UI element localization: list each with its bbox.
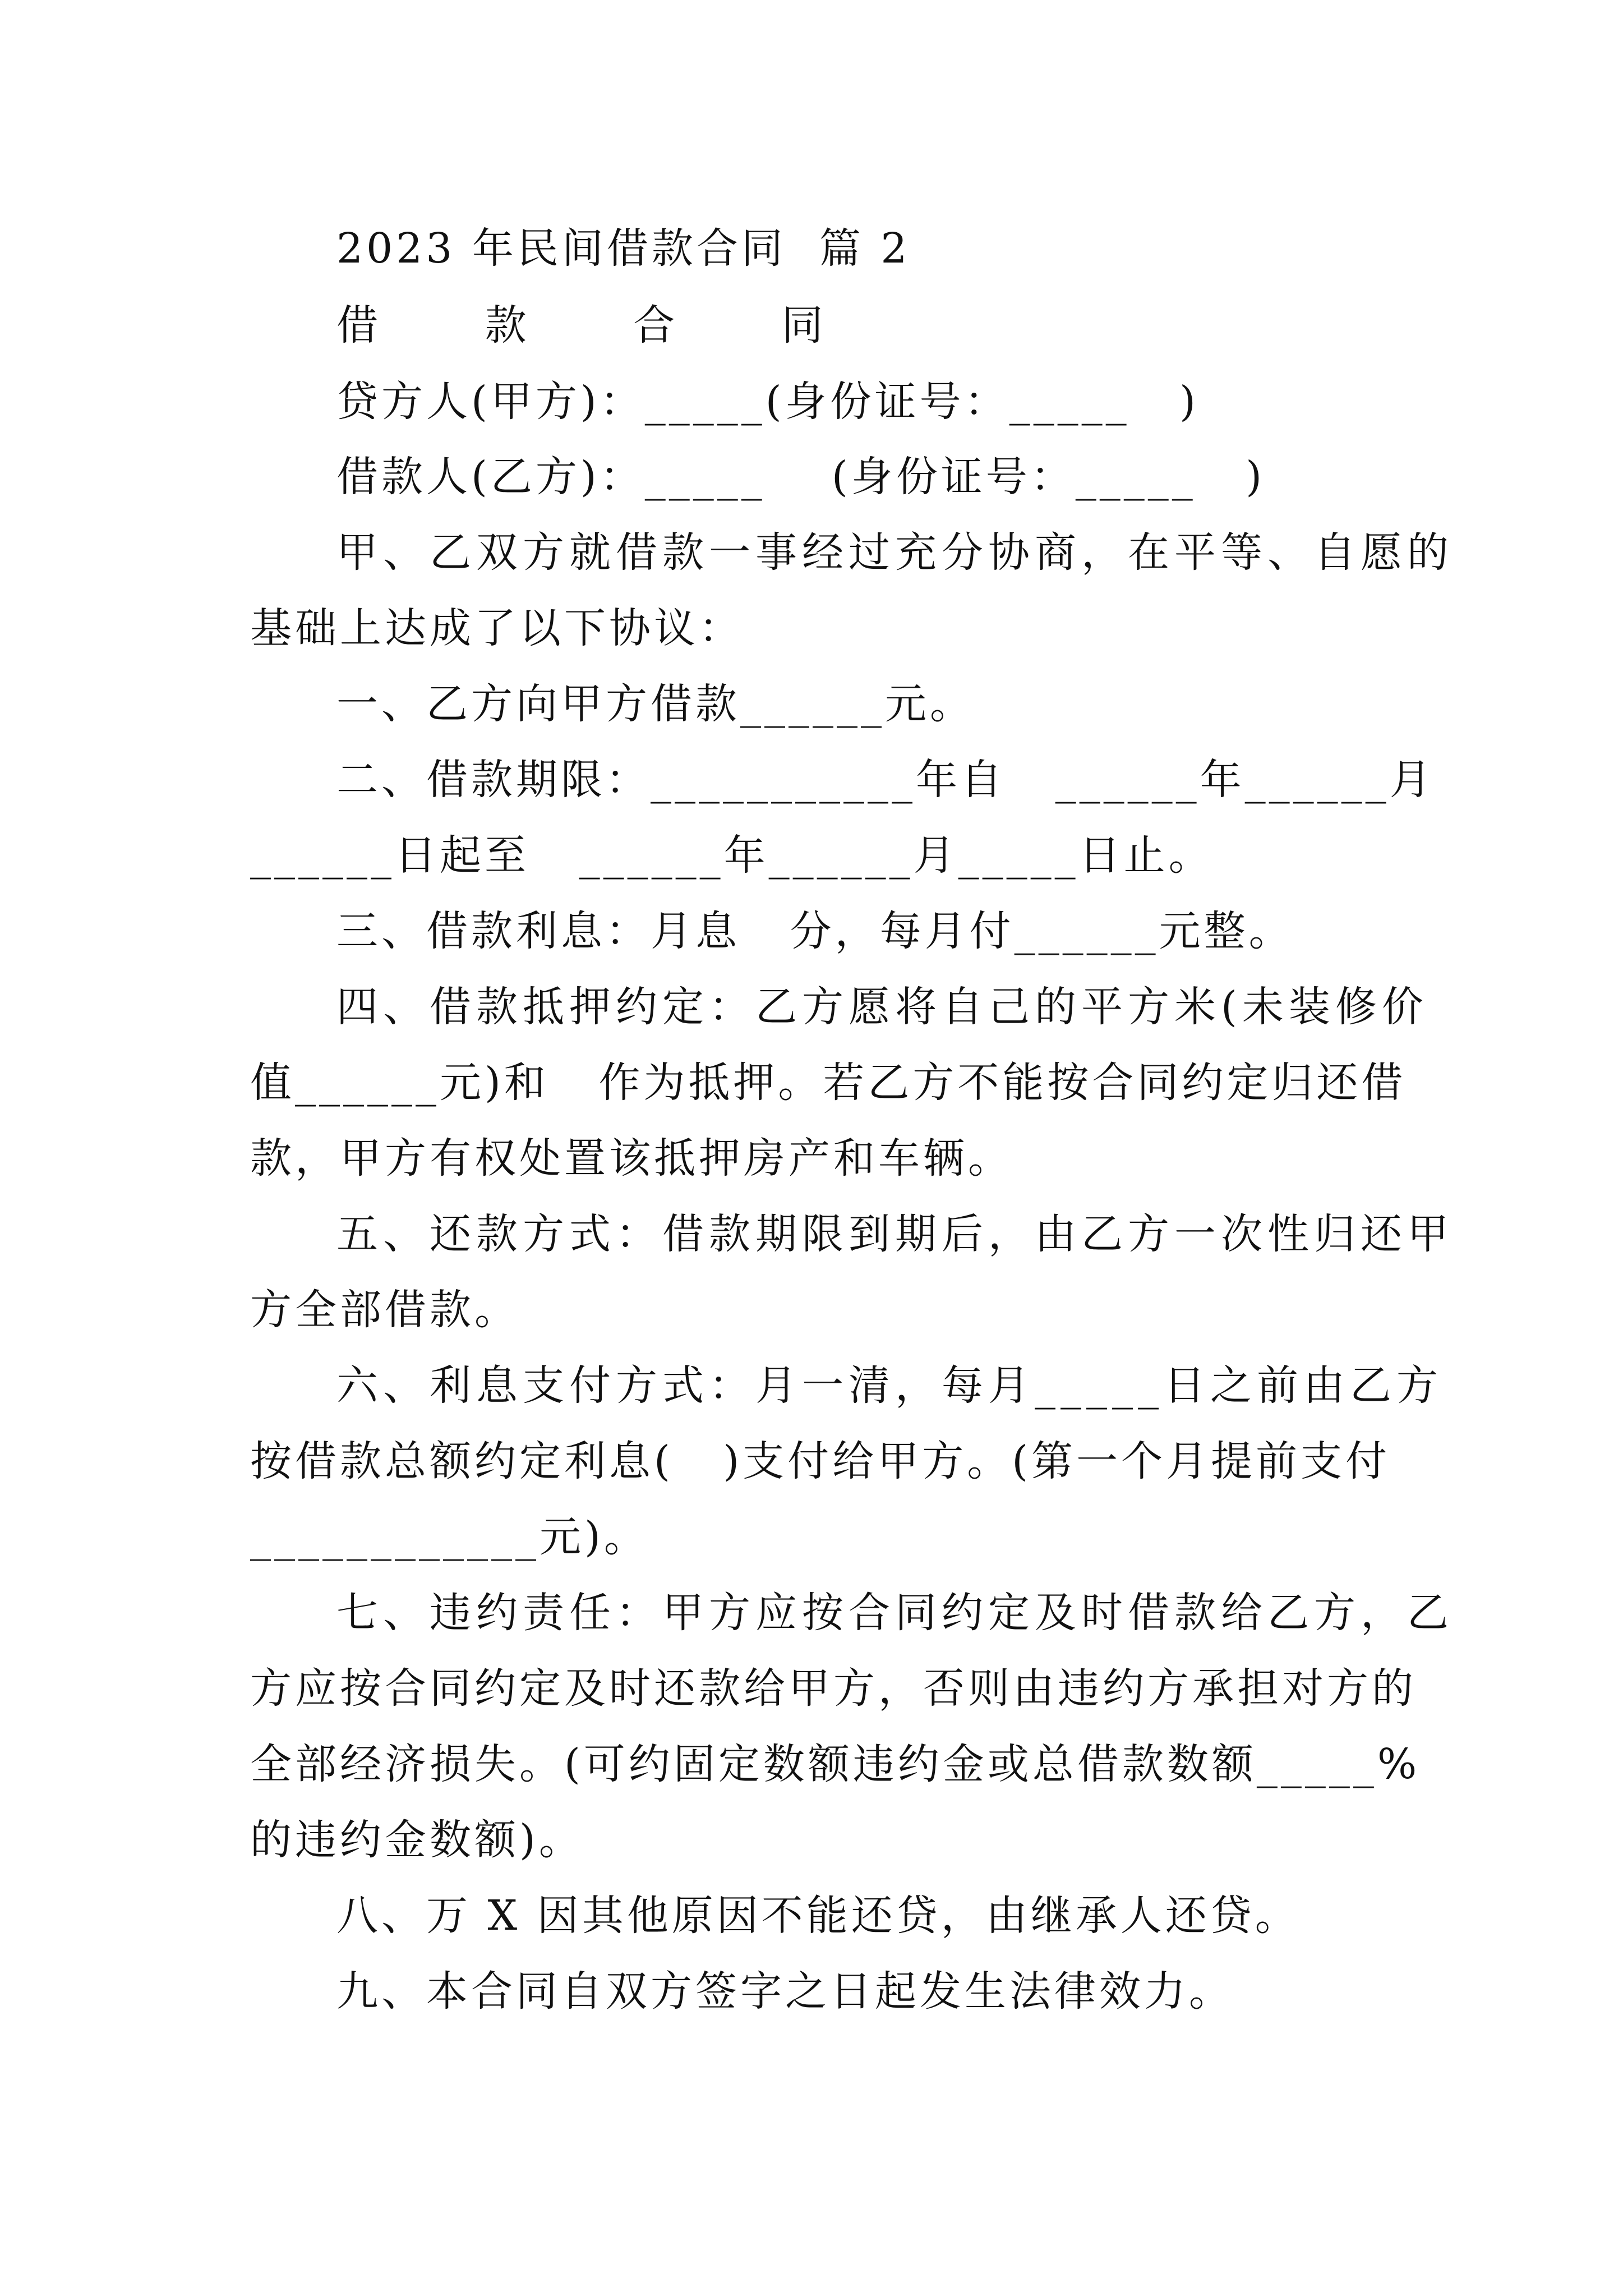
clause-1: 一、乙方向甲方借款______元。 [336, 680, 975, 728]
clause-4-line-3: 款，甲方有权处置该抵押房产和车辆。 [250, 1134, 1013, 1182]
borrower-line: 借款人(乙方)：_____ (身份证号：_____ ) [336, 453, 1266, 501]
clause-4-line-1: 四、借款抵押约定：乙方愿将自己的平方米(未装修价 [336, 983, 1428, 1031]
contract-title: 借 款 合 同 [336, 301, 840, 349]
intro-line-2: 基础上达成了以下协议： [250, 604, 744, 652]
clause-7-line-4: 的违约金数额)。 [250, 1816, 584, 1864]
clause-2-line-1: 二、借款期限：___________年自 ______年______月 [336, 756, 1435, 804]
clause-6-line-3: ____________元)。 [250, 1513, 649, 1561]
clause-5-line-1: 五、还款方式：借款期限到期后，由乙方一次性归还甲 [336, 1210, 1454, 1258]
clause-3: 三、借款利息：月息 分，每月付______元整。 [336, 907, 1294, 955]
clause-5-line-2: 方全部借款。 [250, 1286, 519, 1334]
clause-2-line-2: ______日起至 ______年______月_____日止。 [250, 831, 1214, 880]
clause-7-line-1: 七、违约责任：甲方应按合同约定及时借款给乙方，乙 [336, 1589, 1454, 1637]
intro-line-1: 甲、乙双方就借款一事经过充分协商，在平等、自愿的 [336, 528, 1454, 577]
clause-8: 八、万 X 因其他原因不能还贷，由继承人还贷。 [336, 1892, 1300, 1940]
document-heading: 2023 年民间借款合同 篇 2 [336, 224, 911, 273]
lender-line: 贷方人(甲方)：_____(身份证号：_____ ) [336, 378, 1200, 426]
clause-7-line-2: 方应按合同约定及时还款给甲方，否则由违约方承担对方的 [250, 1664, 1417, 1713]
clause-6-line-2: 按借款总额约定利息( )支付给甲方。(第一个月提前支付 [250, 1437, 1391, 1485]
clause-6-line-1: 六、利息支付方式：月一清，每月_____日之前由乙方 [336, 1361, 1443, 1410]
clause-9: 九、本合同自双方签字之日起发生法律效力。 [336, 1967, 1234, 2016]
clause-7-line-3: 全部经济损失。(可约固定数额违约金或总借款数额_____% [250, 1740, 1421, 1788]
clause-4-line-2: 值______元)和 作为抵押。若乙方不能按合同约定归还借 [250, 1059, 1407, 1107]
